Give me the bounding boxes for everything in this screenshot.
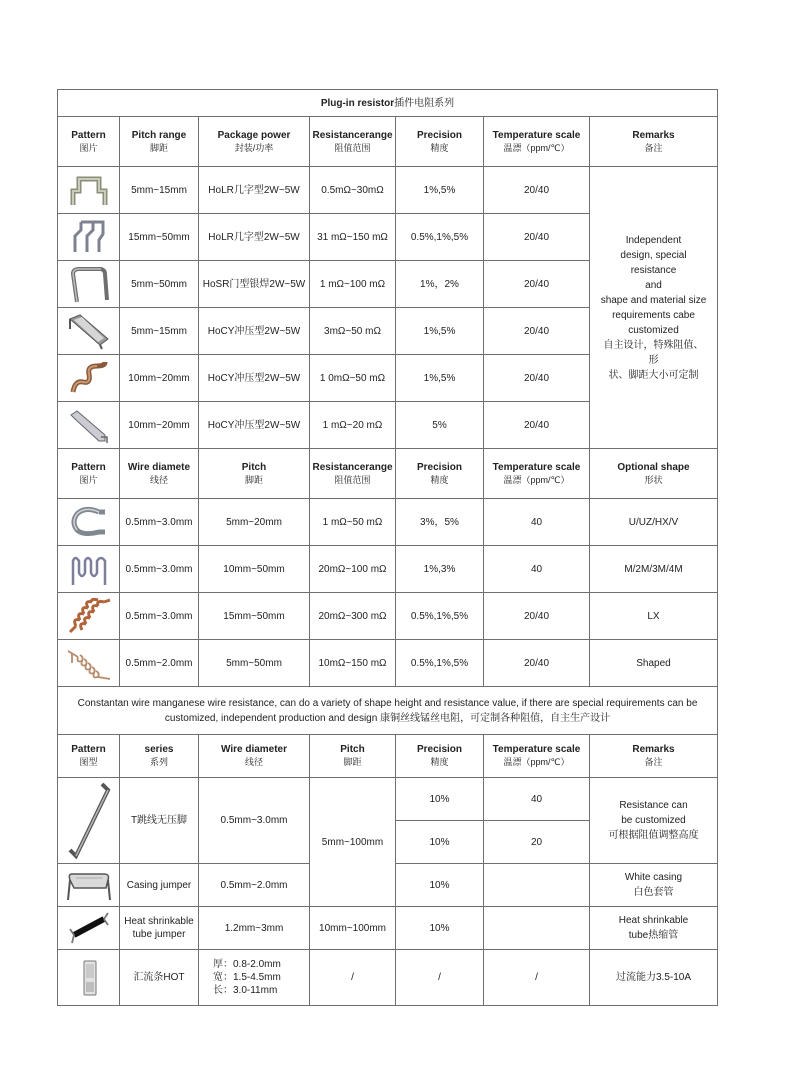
table-row bbox=[58, 499, 718, 546]
header-remarks: Remarks 备注 bbox=[590, 735, 718, 778]
remarks-cell: Heat shrinkable tube热缩管 bbox=[590, 907, 718, 950]
precision-cell: 0.5%,1%,5% bbox=[396, 640, 484, 687]
table-row bbox=[58, 778, 718, 821]
resistance-cell: 31 mΩ~150 mΩ bbox=[310, 214, 396, 261]
constantan-note: Constantan wire manganese wire resistance, can do a variety of shape height and resistance value, if there are special requirements can be customized, independent production and design 康铜丝线锰丝电阻，可定制各种阻值，自主生产设计 bbox=[58, 687, 718, 735]
temp-cell: 40 bbox=[484, 499, 590, 546]
section1-header-row bbox=[58, 117, 718, 167]
stamped-resistor-icon bbox=[58, 308, 120, 355]
pitch-cell: 15mm~50mm bbox=[120, 214, 199, 261]
double-leg-resistor-icon bbox=[58, 214, 120, 261]
header-resistance-range: Resistancerange 阻值范围 bbox=[310, 449, 396, 499]
package-cell: HoCY冲压型2W~5W bbox=[199, 402, 310, 449]
pitch-cell: 15mm~50mm bbox=[199, 593, 310, 640]
bracket-resistor-icon bbox=[58, 167, 120, 214]
temp-cell: 20/40 bbox=[484, 593, 590, 640]
shape-cell: M/2M/3M/4M bbox=[590, 546, 718, 593]
header-pattern: Pattern 图片 bbox=[58, 449, 120, 499]
shape-cell: Shaped bbox=[590, 640, 718, 687]
precision-cell: 1%,5% bbox=[396, 308, 484, 355]
precision-cell: / bbox=[396, 950, 484, 1006]
resistance-cell: 20mΩ~300 mΩ bbox=[310, 593, 396, 640]
pitch-shared-cell: 5mm~100mm bbox=[310, 778, 396, 907]
precision-cell: 1%,5% bbox=[396, 167, 484, 214]
table-row bbox=[58, 640, 718, 687]
wire-cell: 0.5mm~2.0mm bbox=[120, 640, 199, 687]
temp-cell: 20 bbox=[484, 821, 590, 864]
wire-cell: 1.2mm~3mm bbox=[199, 907, 310, 950]
series-cell: Heat shrinkable tube jumper bbox=[120, 907, 199, 950]
precision-cell: 10% bbox=[396, 864, 484, 907]
pitch-cell: 10mm~20mm bbox=[120, 402, 199, 449]
header-precision: Precision 精度 bbox=[396, 449, 484, 499]
temp-cell: 40 bbox=[484, 546, 590, 593]
temp-cell: 20/40 bbox=[484, 355, 590, 402]
resistance-cell: 0.5mΩ~30mΩ bbox=[310, 167, 396, 214]
plug-in-resistor-table bbox=[57, 89, 718, 1006]
header-precision: Precision 精度 bbox=[396, 117, 484, 167]
precision-cell: 0.5%,1%,5% bbox=[396, 593, 484, 640]
header-package-power: Package power 封装/功率 bbox=[199, 117, 310, 167]
header-resistance-range: Resistancerange 阻值范围 bbox=[310, 117, 396, 167]
remarks-cell: White casing 白色套管 bbox=[590, 864, 718, 907]
header-temperature: Temperature scale 温漂（ppm/℃） bbox=[484, 449, 590, 499]
precision-cell: 10% bbox=[396, 907, 484, 950]
wave-strip-resistor-icon bbox=[58, 355, 120, 402]
header-wire-diameter: Wire diamete 线径 bbox=[120, 449, 199, 499]
precision-cell: 0.5%,1%,5% bbox=[396, 214, 484, 261]
shape-cell: U/UZ/HX/V bbox=[590, 499, 718, 546]
header-pitch: Pitch 脚距 bbox=[199, 449, 310, 499]
temp-cell: 20/40 bbox=[484, 640, 590, 687]
jumper-wire-icon bbox=[58, 778, 120, 864]
header-precision: Precision 精度 bbox=[396, 735, 484, 778]
flat-strip-resistor-icon bbox=[58, 402, 120, 449]
precision-cell: 1%,5% bbox=[396, 355, 484, 402]
header-temperature: Temperature scale 温漂（ppm/℃） bbox=[484, 117, 590, 167]
u-wire-resistor-icon bbox=[58, 499, 120, 546]
m-wire-resistor-icon bbox=[58, 546, 120, 593]
header-pattern: Pattern 图型 bbox=[58, 735, 120, 778]
header-temperature: Temperature scale 温漂（ppm/℃） bbox=[484, 735, 590, 778]
table-row bbox=[58, 167, 718, 214]
temp-cell: 20/40 bbox=[484, 402, 590, 449]
pitch-cell: 5mm~20mm bbox=[199, 499, 310, 546]
busbar-hot-icon bbox=[58, 950, 120, 1006]
shape-cell: LX bbox=[590, 593, 718, 640]
resistance-cell: 1 mΩ~20 mΩ bbox=[310, 402, 396, 449]
table-title bbox=[58, 90, 718, 117]
precision-cell: 1%,3% bbox=[396, 546, 484, 593]
remarks-cell: Independent design, special resistance and shape and material size requirements cabe customized 自主设计，特殊阻值、形 状、脚距大小可定制 bbox=[590, 167, 718, 449]
table-row bbox=[58, 907, 718, 950]
spring-resistor-icon bbox=[58, 640, 120, 687]
series-cell: Casing jumper bbox=[120, 864, 199, 907]
resistance-cell: 3mΩ~50 mΩ bbox=[310, 308, 396, 355]
header-pattern: Pattern 图片 bbox=[58, 117, 120, 167]
series-cell: 汇流条HOT bbox=[120, 950, 199, 1006]
temp-cell: 40 bbox=[484, 778, 590, 821]
temp-cell: 20/40 bbox=[484, 308, 590, 355]
table-row bbox=[58, 593, 718, 640]
temp-cell: 20/40 bbox=[484, 214, 590, 261]
pitch-cell: 5mm~50mm bbox=[120, 261, 199, 308]
package-cell: HoSR门型银焊2W~5W bbox=[199, 261, 310, 308]
dimension-cell: 厚：0.8-2.0mm 宽：1.5-4.5mm 长：3.0-11mm bbox=[199, 950, 310, 1006]
resistance-cell: 10mΩ~150 mΩ bbox=[310, 640, 396, 687]
package-cell: HoLR几字型2W~5W bbox=[199, 167, 310, 214]
header-optional-shape: Optional shape 形状 bbox=[590, 449, 718, 499]
section3-header-row bbox=[58, 735, 718, 778]
resistance-cell: 1 0mΩ~50 mΩ bbox=[310, 355, 396, 402]
wire-cell: 0.5mm~3.0mm bbox=[199, 778, 310, 864]
package-cell: HoLR几字型2W~5W bbox=[199, 214, 310, 261]
precision-cell: 1%，2% bbox=[396, 261, 484, 308]
header-remarks: Remarks 备注 bbox=[590, 117, 718, 167]
resistance-cell: 1 mΩ~100 mΩ bbox=[310, 261, 396, 308]
precision-cell: 10% bbox=[396, 778, 484, 821]
package-cell: HoCY冲压型2W~5W bbox=[199, 355, 310, 402]
section2-header-row bbox=[58, 449, 718, 499]
header-wire-diameter: Wire diameter 线径 bbox=[199, 735, 310, 778]
title-cn: 插件电阻系列 bbox=[394, 97, 455, 109]
wire-cell: 0.5mm~3.0mm bbox=[120, 593, 199, 640]
package-cell: HoCY冲压型2W~5W bbox=[199, 308, 310, 355]
wire-cell: 0.5mm~2.0mm bbox=[199, 864, 310, 907]
pitch-cell: 10mm~100mm bbox=[310, 907, 396, 950]
temp-cell: 20/40 bbox=[484, 261, 590, 308]
temp-cell: 20/40 bbox=[484, 167, 590, 214]
pitch-cell: 5mm~15mm bbox=[120, 167, 199, 214]
table-row bbox=[58, 950, 718, 1006]
pitch-cell: 5mm~50mm bbox=[199, 640, 310, 687]
gate-resistor-icon bbox=[58, 261, 120, 308]
coil-resistor-icon bbox=[58, 593, 120, 640]
header-pitch: Pitch 脚距 bbox=[310, 735, 396, 778]
title-en: Plug-in resistor bbox=[320, 97, 395, 109]
header-series: series 系列 bbox=[120, 735, 199, 778]
wire-cell: 0.5mm~3.0mm bbox=[120, 499, 199, 546]
remarks-cell: 过流能力3.5-10A bbox=[590, 950, 718, 1006]
series-cell: T跳线无压脚 bbox=[120, 778, 199, 864]
pitch-cell: / bbox=[310, 950, 396, 1006]
pitch-cell: 10mm~50mm bbox=[199, 546, 310, 593]
casing-jumper-icon bbox=[58, 864, 120, 907]
pitch-cell: 5mm~15mm bbox=[120, 308, 199, 355]
precision-cell: 5% bbox=[396, 402, 484, 449]
precision-cell: 3%，5% bbox=[396, 499, 484, 546]
resistance-cell: 1 mΩ~50 mΩ bbox=[310, 499, 396, 546]
temp-cell: / bbox=[484, 950, 590, 1006]
pitch-cell: 10mm~20mm bbox=[120, 355, 199, 402]
heat-shrink-jumper-icon bbox=[58, 907, 120, 950]
wire-cell: 0.5mm~3.0mm bbox=[120, 546, 199, 593]
temp-cell bbox=[484, 864, 590, 907]
header-pitch-range: Pitch range 脚距 bbox=[120, 117, 199, 167]
precision-cell: 10% bbox=[396, 821, 484, 864]
remarks-cell: Resistance can be customized 可根据阻值调整高度 bbox=[590, 778, 718, 864]
table-row bbox=[58, 546, 718, 593]
resistance-cell: 20mΩ~100 mΩ bbox=[310, 546, 396, 593]
note-row bbox=[58, 687, 718, 735]
temp-cell bbox=[484, 907, 590, 950]
